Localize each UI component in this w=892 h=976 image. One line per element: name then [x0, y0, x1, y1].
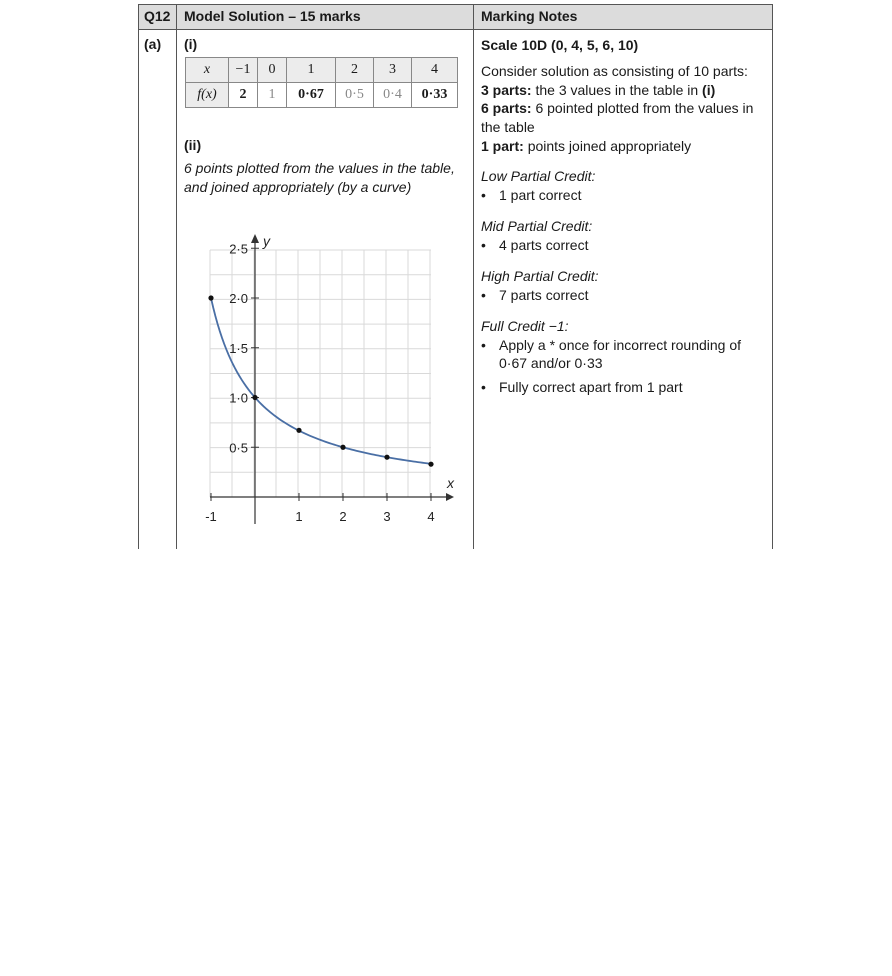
x-tick-label: 1 [295, 509, 303, 524]
low-credit-text: 1 part correct [499, 187, 582, 203]
table-border-top [138, 4, 773, 5]
y-tick-label: 1·0 [229, 390, 248, 406]
table-cell: 4 [412, 58, 458, 83]
bullet-icon: • [481, 337, 486, 353]
y-tick-label: 0·5 [229, 440, 248, 456]
table-cell: f(x) [186, 83, 229, 108]
notes-title: Marking Notes [481, 8, 578, 24]
full-credit-text-1b: 0·67 and/or 0·33 [499, 355, 603, 371]
table-cell: 0·5 [336, 83, 374, 108]
x-tick-label: -1 [205, 509, 217, 524]
question-number: Q12 [144, 8, 171, 24]
parts6-bold: 6 parts: [481, 100, 532, 116]
y-tick-label: 1·5 [229, 340, 248, 356]
column-border-middle [473, 4, 474, 549]
table-cell: 0·33 [412, 83, 458, 108]
parts3-ref: (i) [702, 82, 716, 98]
function-graph [190, 228, 470, 528]
y-axis-label: y [263, 233, 270, 249]
table-cell: 0·67 [287, 83, 336, 108]
function-curve [211, 298, 431, 464]
part-a-label: (a) [144, 36, 162, 52]
table-row-x [186, 58, 458, 83]
bullet-icon: • [481, 379, 486, 395]
sub-ii-text-2: and joined appropriately (by a curve) [184, 179, 412, 195]
plotted-point [340, 445, 345, 450]
plotted-point [252, 395, 257, 400]
table-cell: 0·4 [374, 83, 412, 108]
parts3-bold: 3 parts: [481, 82, 532, 98]
x-tick-label: 4 [427, 509, 435, 524]
full-credit-text-2: Fully correct apart from 1 part [499, 379, 683, 395]
parts3-text: the 3 values in the table in [535, 82, 699, 98]
intro-line: Consider solution as consisting of 10 parts: [481, 63, 748, 79]
high-credit-text: 7 parts correct [499, 287, 589, 303]
mid-credit-text: 4 parts correct [499, 237, 589, 253]
table-row-fx [186, 83, 458, 108]
scale-line: Scale 10D (0, 4, 5, 6, 10) [481, 37, 639, 53]
table-cell: −1 [229, 58, 258, 83]
plotted-point [296, 428, 301, 433]
table-cell: 1 [258, 83, 287, 108]
bullet-icon: • [481, 287, 486, 303]
y-tick-label: 2·0 [229, 291, 248, 306]
y-axis-arrow-icon [251, 234, 259, 243]
high-credit-title: High Partial Credit: [481, 268, 599, 284]
bullet-icon: • [481, 187, 486, 203]
parts6-text-2: the table [481, 119, 535, 135]
sub-ii-label: (ii) [184, 137, 202, 153]
mid-credit-title: Mid Partial Credit: [481, 218, 593, 234]
bullet-icon: • [481, 237, 486, 253]
parts1-text: points joined appropriately [527, 138, 692, 154]
column-border-left [138, 4, 139, 549]
x-axis-arrow-icon [446, 493, 454, 501]
table-cell: 3 [374, 58, 412, 83]
column-border-right [772, 4, 773, 549]
low-credit-title: Low Partial Credit: [481, 168, 596, 184]
column-border-label [176, 4, 177, 549]
table-cell: 2 [336, 58, 374, 83]
parts1-line [481, 137, 766, 156]
plotted-point [428, 462, 433, 467]
table-cell: 2 [229, 83, 258, 108]
plotted-point [384, 455, 389, 460]
table-cell: x [186, 58, 229, 83]
parts6-line [481, 99, 766, 118]
solution-title: Model Solution – 15 marks [184, 8, 361, 24]
table-cell: 0 [258, 58, 287, 83]
full-credit-text-1a: Apply a * once for incorrect rounding of [499, 337, 742, 353]
table-cell: 1 [287, 58, 336, 83]
parts1-bold: 1 part: [481, 138, 524, 154]
x-tick-label: 2 [339, 509, 347, 524]
parts3-line [481, 81, 766, 100]
plotted-point [208, 295, 213, 300]
x-axis-label: x [447, 475, 454, 491]
header-divider [138, 29, 773, 30]
full-credit-title: Full Credit −1: [481, 318, 569, 334]
values-table [185, 57, 458, 108]
sub-ii-text-1: 6 points plotted from the values in the table, [184, 160, 455, 176]
x-tick-label: 3 [383, 509, 391, 524]
sub-i-label: (i) [184, 36, 198, 52]
parts6-text: 6 pointed plotted from the values in [535, 100, 754, 116]
y-tick-label: 2·5 [229, 241, 248, 257]
